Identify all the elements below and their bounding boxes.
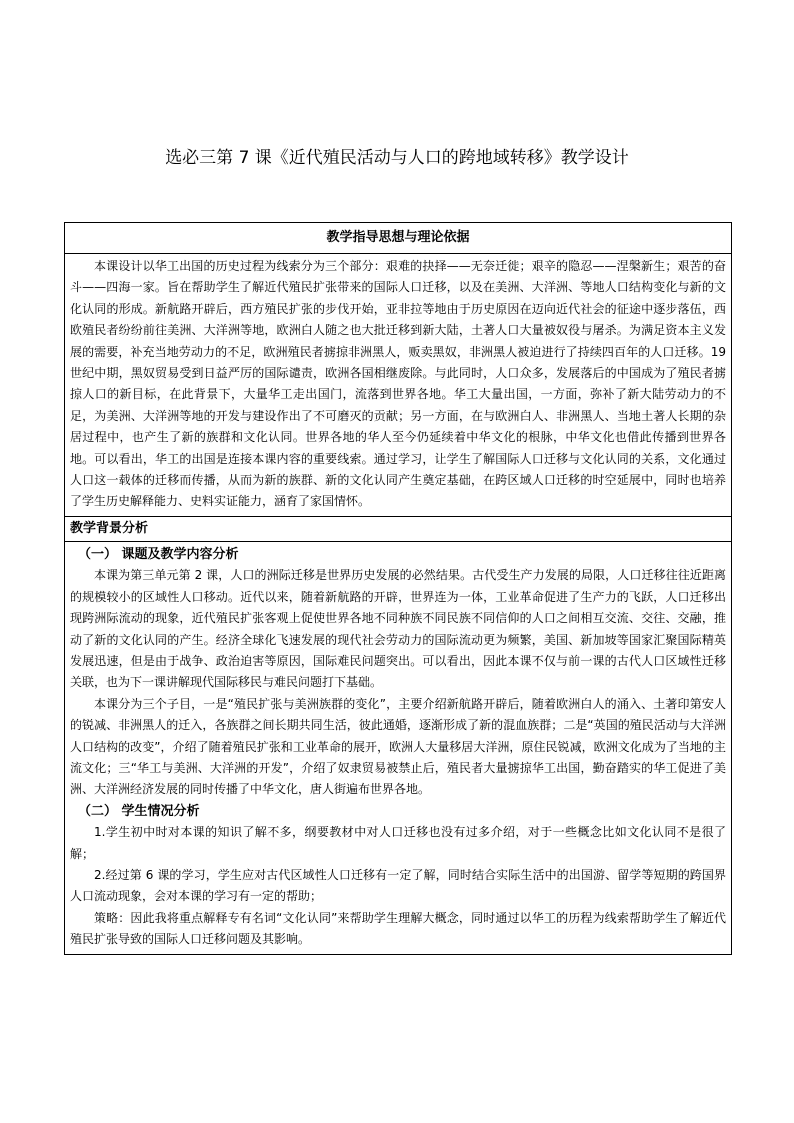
content-analysis-paragraph: 本课分为三个子目，一是“殖民扩张与美洲族群的变化”，主要介绍新航路开辟后，随着欧洲白人的涌入、土著印第安人的锐减、非洲黑人的迁入，各族群之间长期共同生活，彼此通婚，逐渐形成了新的混血族群；二是“英国的殖民活动与大洋洲人口结构的改变”，介绍了随着殖民扩张和工业革命的展开，欧洲人大量移居大洋洲，原住民锐减，欧洲文化成为了当地的主流文化；三“华工与美洲、大洋洲的开发”，介绍了奴隶贸易被禁止后，殖民者大量掳掠华工出国，勤奋踏实的华工促进了美洲、大洋洲经济发展的同时传播了中华文化，唐人街遍布世界各地。 <box>70 696 726 797</box>
background-cell <box>65 542 731 954</box>
guiding-ideas-paragraph: 本课设计以华工出国的历史过程为线索分为三个部分：艰难的抉择——无奈迁徙；艰辛的隐忍——涅槃新生；艰苦的奋斗——四海一家。旨在帮助学生了解近代殖民扩张带来的国际人口迁移，以及在美洲、大洋洲、等地人口结构变化与新的文化认同的形成。新航路开辟后，西方殖民扩张的步伐开始，亚非拉等地由于历史原因在迈向近代社会的征途中逐步落伍，西欧殖民者纷纷前往美洲、大洋洲等地，欧洲白人随之也大批迁移到新大陆，土著人口大量被奴役与屠杀。为满足资本主义发展的需要，补充当地劳动力的不足，欧洲殖民者掳掠非洲黑人，贩卖黑奴，非洲黑人被迫进行了持续四百年的人口迁移。19 世纪中期，黑奴贸易受到日益严厉的国际谴责，欧洲各国相继废除。与此同时，人口众多，发展落后的中国成为了殖民者掳掠人口的新目标，在此背景下，大量华工走出国门，流落到世界各地。华工大量出国，一方面，弥补了新大陆劳动力的不足，为美洲、大洋洲等地的开发与建设作出了不可磨灭的贡献；另一方面，在与欧洲白人、非洲黑人、当地土著人长期的杂居过程中，也产生了新的族群和文化认同。世界各地的华人至今仍延续着中华文化的根脉，中华文化也借此传播到世界各地。可以看出，华工的出国是连接本课内容的重要线索。通过学习，让学生了解国际人口迁移与文化认同的关系，文化通过人口这一载体的迁移而传播，从而为新的族群、新的文化认同产生奠定基础，在跨区域人口迁移的时空延展中，同时也培养了学生历史解释能力、史料实证能力，涵育了家国情怀。 <box>70 259 726 509</box>
guiding-ideas-cell <box>65 254 731 517</box>
content-analysis-paragraph: 本课为第三单元第 2 课，人口的洲际迁移是世界历史发展的必然结果。古代受生产力发展的局限，人口迁移往往近距离的规模较小的区域性人口移动。近代以来，随着新航路的开辟，世界连为一体，工业革命促进了生产力的飞跃，人口迁移出现跨洲际流动的现象，近代殖民扩张客观上促使世界各地不同种族不同民族不同信仰的人口之间相互交流、交往、交融，推动了新的文化认同的产生。经济全球化飞速发展的现代社会劳动力的国际流动更为频繁，美国、新加坡等国家汇聚国际精英发展迅速，但是由于战争、政治迫害等原因，国际难民问题突出。可以看出，因此本课不仅与前一课的古代人口区域性迁移关联，也为下一课讲解现代国际移民与难民问题打下基础。 <box>70 568 726 690</box>
page-title: 选必三第 7 课《近代殖民活动与人口的跨地域转移》教学设计 <box>165 148 629 168</box>
lesson-plan-table <box>64 222 732 955</box>
subheading-student-analysis: （二） 学生情况分析 <box>78 803 200 819</box>
section-heading-guiding-ideas: 教学指导思想与理论依据 <box>65 223 731 254</box>
strategy-paragraph: 策略：因此我将重点解释专有名词“文化认同”来帮助学生理解大概念，同时通过以华工的历程为线索帮助学生了解近代殖民扩张导致的国际人口迁移问题及其影响。 <box>70 910 726 947</box>
student-analysis-paragraph: 2.经过第 6 课的学习，学生应对古代区域性人口迁移有一定了解，同时结合实际生活中的出国游、留学等短期的跨国界人口流动现象，会对本课的学习有一定的帮助； <box>70 867 726 904</box>
subheading-content-analysis: （一） 课题及教学内容分析 <box>78 546 239 562</box>
section-heading-background: 教学背景分析 <box>65 517 731 542</box>
student-analysis-paragraph: 1.学生初中时对本课的知识了解不多，纲要教材中对人口迁移也没有过多介绍，对于一些概念比如文化认同不是很了解； <box>70 825 726 861</box>
